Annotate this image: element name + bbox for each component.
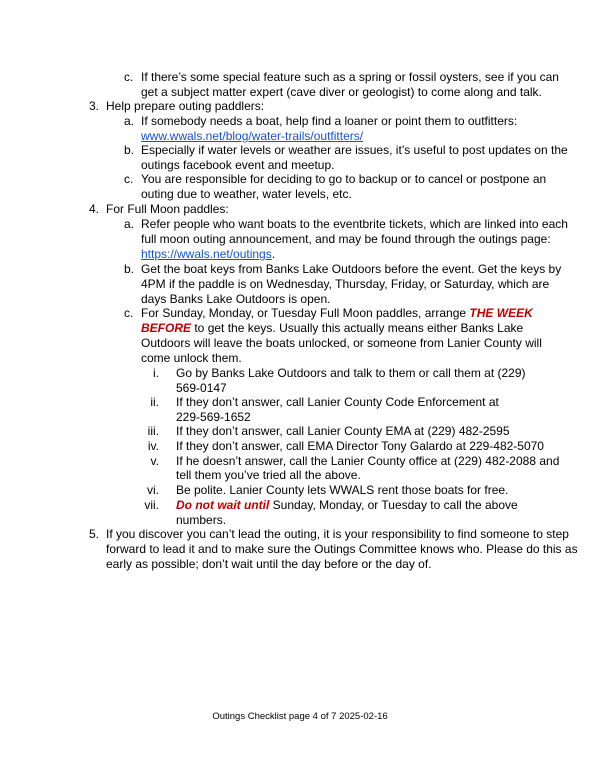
list-marker: ii. (150, 395, 159, 409)
list-marker: c. (124, 70, 134, 84)
list-marker: iii. (147, 424, 159, 438)
list-marker: a. (124, 114, 135, 128)
list-item-text: Outdoors will leave the boats unlocked, or someone from Lanier County will (141, 336, 542, 350)
list-item-text: You are responsible for deciding to go to backup or to cancel or postpone an (141, 172, 547, 186)
list-marker: c. (124, 172, 134, 186)
list-marker: vi. (147, 483, 159, 497)
list-item-text: Sunday, Monday, or Tuesday to call the above (269, 498, 518, 512)
list-item-text: days Banks Lake Outdoors is open. (141, 292, 331, 306)
list-item-text: get a subject matter expert (cave diver or geologist) to come along and talk. (141, 85, 542, 99)
list-marker: 4. (89, 202, 100, 216)
outings-link[interactable]: https://wwals.net/outings (141, 247, 272, 261)
list-item-text: outing due to weather, water levels, etc. (141, 187, 352, 201)
list-marker: iv. (147, 439, 159, 453)
list-item-text: outings facebook event and meetup. (141, 158, 335, 172)
list-item-text: full moon outing announcement, and may be found through the outings page: (141, 232, 551, 246)
list-item-text: If somebody needs a boat, help find a loaner or point them to outfitters: (141, 114, 518, 128)
page-footer: Outings Checklist page 4 of 7 2025-02-16 (212, 711, 388, 722)
list-item-text: If there’s some special feature such as a spring or fossil oysters, see if you can (141, 70, 559, 84)
list-item-text: If you discover you can’t lead the outing, it is your responsibility to find someone to step (106, 527, 569, 541)
list-item-text: come unlock them. (141, 351, 242, 365)
list-item-text: For Sunday, Monday, or Tuesday Full Moon paddles, arrange (141, 306, 470, 320)
list-marker: b. (124, 143, 135, 157)
list-item-text: tell them you’ve tried all the above. (176, 468, 361, 482)
list-item-text: For Full Moon paddles: (106, 202, 229, 216)
list-item-text: 229-569-1652 (176, 410, 251, 424)
emphasis-text: Do not wait until (176, 498, 270, 512)
list-marker: v. (150, 454, 159, 468)
list-marker: 5. (89, 527, 100, 541)
emphasis-text: BEFORE (141, 321, 192, 335)
list-marker: b. (124, 262, 135, 276)
list-item-text: Help prepare outing paddlers: (106, 99, 265, 113)
list-item-text: If they don’t answer, call Lanier County EMA at (229) 482-2595 (176, 424, 510, 438)
list-item-text: If he doesn’t answer, call the Lanier County office at (229) 482-2088 and (176, 454, 560, 468)
list-item-text: forward to lead it and to make sure the Outings Committee knows who. Please do this as (106, 542, 578, 556)
outfitters-link[interactable]: www.wwals.net/blog/water-trails/outfitters/ (141, 129, 364, 143)
list-item-text: Especially if water levels or weather are issues, it’s useful to post updates on the (141, 143, 568, 157)
list-marker: i. (153, 366, 159, 380)
list-marker: a. (124, 217, 135, 231)
list-item-text: Get the boat keys from Banks Lake Outdoors before the event. Get the keys by (141, 262, 562, 276)
list-item-text: If they don’t answer, call Lanier County Code Enforcement at (176, 395, 499, 409)
list-item-text: 569-0147 (176, 381, 227, 395)
list-item-text: Go by Banks Lake Outdoors and talk to them or call them at (229) (176, 366, 526, 380)
list-marker: vii. (144, 498, 159, 512)
list-item-text: numbers. (176, 513, 227, 527)
list-item-text: If they don’t answer, call EMA Director Tony Galardo at 229-482-5070 (176, 439, 544, 453)
list-item-text: Be polite. Lanier County lets WWALS rent those boats for free. (176, 483, 509, 497)
list-marker: c. (124, 306, 134, 320)
list-item-text: 4PM if the paddle is on Wednesday, Thursday, Friday, or Saturday, which are (141, 277, 550, 291)
list-marker: 3. (89, 99, 100, 113)
list-item-text: early as possible; don’t wait until the day before or the day of. (106, 557, 432, 571)
punctuation: . (271, 247, 276, 261)
emphasis-text: THE WEEK (469, 306, 533, 320)
list-item-text: to get the keys. Usually this actually means either Banks Lake (191, 321, 524, 335)
list-item-text: Refer people who want boats to the eventbrite tickets, which are linked into each (141, 217, 568, 231)
